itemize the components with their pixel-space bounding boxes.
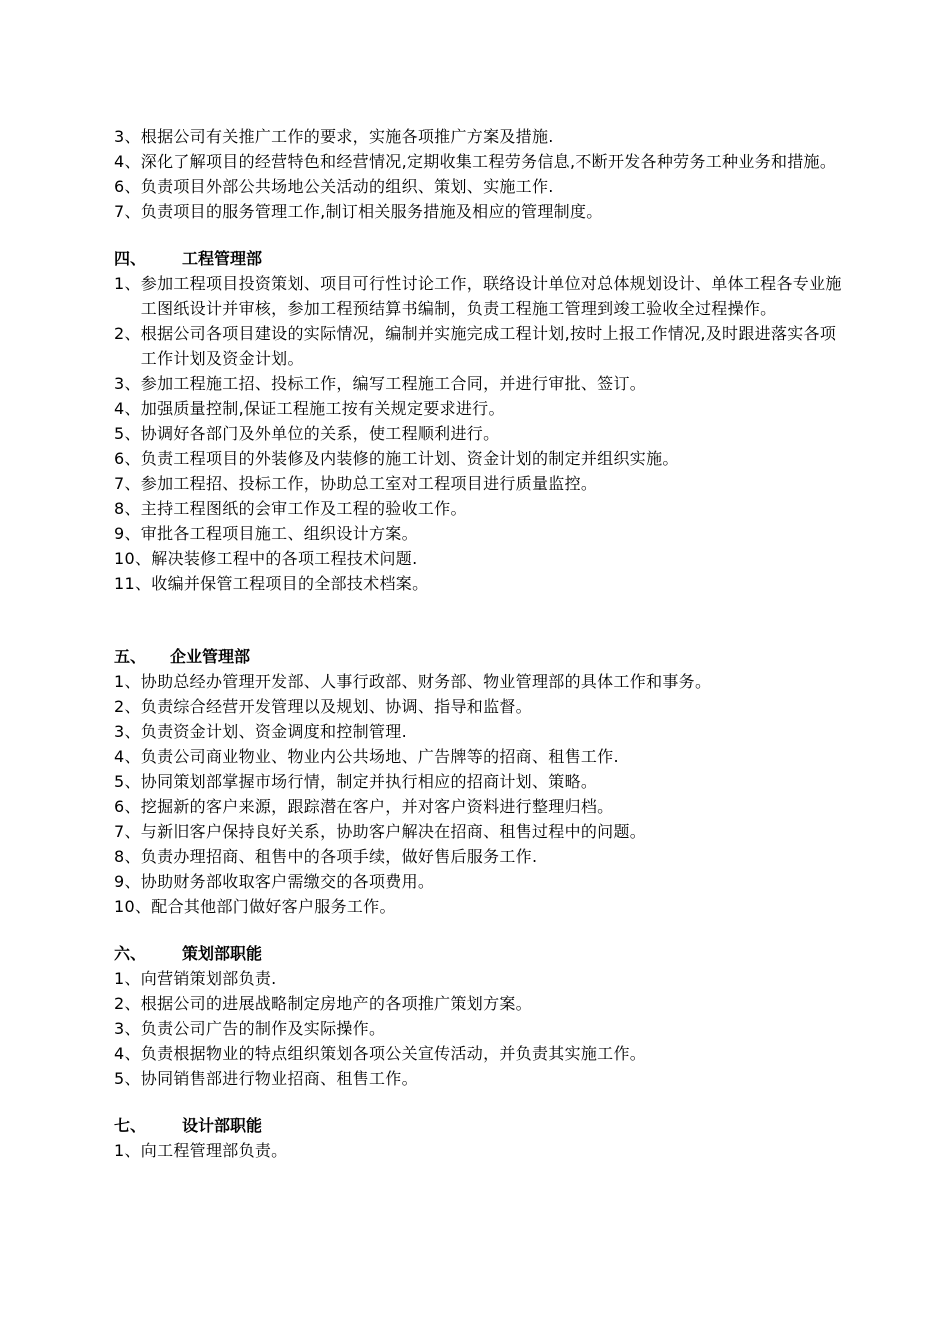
item-text: 参加工程招、投标工作，协助总工室对工程项目进行质量监控。 bbox=[140, 474, 598, 493]
item-text: 协同销售部进行物业招商、租售工作。 bbox=[140, 1069, 418, 1088]
item-number: 7、 bbox=[114, 202, 141, 221]
item-text: 负责项目外部公共场地公关活动的组织、策划、实施工作. bbox=[140, 177, 554, 196]
spacer bbox=[114, 919, 844, 941]
list-item bbox=[114, 1041, 844, 1066]
heading-number: 六、 bbox=[114, 944, 147, 963]
section-heading bbox=[114, 644, 844, 669]
item-number: 2、 bbox=[114, 697, 141, 716]
item-text: 协助财务部收取客户需缴交的各项费用。 bbox=[140, 872, 435, 891]
list-item bbox=[114, 769, 844, 794]
item-text: 负责办理招商、租售中的各项手续，做好售后服务工作. bbox=[140, 847, 538, 866]
item-number: 6、 bbox=[114, 449, 141, 468]
item-number: 4、 bbox=[114, 399, 141, 418]
heading-title: 企业管理部 bbox=[170, 647, 251, 666]
item-text: 负责资金计划、资金调度和控制管理. bbox=[140, 722, 407, 741]
item-number: 1、 bbox=[114, 969, 141, 988]
heading-title: 策划部职能 bbox=[182, 944, 263, 963]
list-item bbox=[114, 1138, 844, 1163]
item-number: 9、 bbox=[114, 524, 141, 543]
heading-number: 四、 bbox=[114, 249, 147, 268]
spacer bbox=[114, 224, 844, 246]
item-number: 4、 bbox=[114, 1044, 141, 1063]
item-number: 2、 bbox=[114, 324, 141, 343]
list-item bbox=[114, 669, 844, 694]
item-text: 向营销策划部负责. bbox=[140, 969, 277, 988]
list-item bbox=[114, 744, 844, 769]
list-item bbox=[114, 521, 844, 546]
item-number: 4、 bbox=[114, 152, 141, 171]
list-item bbox=[114, 396, 844, 421]
heading-title: 工程管理部 bbox=[182, 249, 263, 268]
list-item bbox=[114, 271, 844, 321]
item-number: 6、 bbox=[114, 177, 141, 196]
item-text: 解决装修工程中的各项工程技术问题. bbox=[151, 549, 418, 568]
list-item bbox=[114, 966, 844, 991]
section-continuation bbox=[114, 124, 844, 224]
list-item bbox=[114, 471, 844, 496]
item-number: 3、 bbox=[114, 127, 141, 146]
heading-number: 五、 bbox=[114, 647, 147, 666]
section-design bbox=[114, 1113, 844, 1163]
item-number: 10、 bbox=[114, 897, 152, 916]
item-text: 负责工程项目的外装修及内装修的施工计划、资金计划的制定并组织实施。 bbox=[140, 449, 679, 468]
item-text: 审批各工程项目施工、组织设计方案。 bbox=[140, 524, 418, 543]
item-text: 负责公司商业物业、物业内公共场地、广告牌等的招商、租售工作. bbox=[140, 747, 619, 766]
item-text: 协同策划部掌握市场行情，制定并执行相应的招商计划、策略。 bbox=[140, 772, 598, 791]
heading-title: 设计部职能 bbox=[182, 1116, 263, 1135]
list-item bbox=[114, 446, 844, 471]
item-text: 配合其他部门做好客户服务工作。 bbox=[151, 897, 396, 916]
item-text: 向工程管理部负责。 bbox=[140, 1141, 288, 1160]
spacer bbox=[114, 596, 844, 644]
list-item bbox=[114, 199, 844, 224]
item-number: 3、 bbox=[114, 374, 141, 393]
document-page bbox=[114, 124, 844, 1163]
item-number: 9、 bbox=[114, 872, 141, 891]
section-enterprise bbox=[114, 644, 844, 919]
item-number: 7、 bbox=[114, 474, 141, 493]
section-heading bbox=[114, 941, 844, 966]
item-number: 1、 bbox=[114, 274, 141, 293]
list-item bbox=[114, 421, 844, 446]
list-item bbox=[114, 321, 844, 371]
item-text: 深化了解项目的经营特色和经营情况,定期收集工程劳务信息,不断开发各种劳务工种业务和措施。 bbox=[140, 152, 837, 171]
item-number: 5、 bbox=[114, 1069, 141, 1088]
list-item bbox=[114, 174, 844, 199]
list-item bbox=[114, 546, 844, 571]
list-item bbox=[114, 496, 844, 521]
item-number: 1、 bbox=[114, 1141, 141, 1160]
item-number: 1、 bbox=[114, 672, 141, 691]
item-number: 3、 bbox=[114, 1019, 141, 1038]
list-item bbox=[114, 844, 844, 869]
item-number: 11、 bbox=[114, 574, 152, 593]
section-heading bbox=[114, 1113, 844, 1138]
item-number: 6、 bbox=[114, 797, 141, 816]
item-text: 参加工程施工招、投标工作，编写工程施工合同，并进行审批、签订。 bbox=[140, 374, 647, 393]
item-number: 2、 bbox=[114, 994, 141, 1013]
item-text: 收编并保管工程项目的全部技术档案。 bbox=[151, 574, 429, 593]
list-item bbox=[114, 149, 844, 174]
section-planning bbox=[114, 941, 844, 1091]
item-number: 7、 bbox=[114, 822, 141, 841]
item-number: 10、 bbox=[114, 549, 152, 568]
item-text: 加强质量控制,保证工程施工按有关规定要求进行。 bbox=[140, 399, 505, 418]
item-number: 8、 bbox=[114, 499, 141, 518]
list-item bbox=[114, 1066, 844, 1091]
item-text: 与新旧客户保持良好关系，协助客户解决在招商、租售过程中的问题。 bbox=[140, 822, 647, 841]
list-item bbox=[114, 719, 844, 744]
list-item bbox=[114, 571, 844, 596]
list-item bbox=[114, 869, 844, 894]
item-text: 协调好各部门及外单位的关系，使工程顺利进行。 bbox=[140, 424, 500, 443]
spacer bbox=[114, 1091, 844, 1113]
item-text: 参加工程项目投资策划、项目可行性讨论工作，联络设计单位对总体规划设计、单体工程各专业施工图纸设计并审核，参加工程预结算书编制，负责工程施工管理到竣工验收全过程操作。 bbox=[140, 274, 842, 318]
item-number: 8、 bbox=[114, 847, 141, 866]
list-item bbox=[114, 794, 844, 819]
list-item bbox=[114, 991, 844, 1016]
item-number: 5、 bbox=[114, 424, 141, 443]
list-item bbox=[114, 894, 844, 919]
item-number: 4、 bbox=[114, 747, 141, 766]
list-item bbox=[114, 694, 844, 719]
item-text: 负责项目的服务管理工作,制订相关服务措施及相应的管理制度。 bbox=[140, 202, 603, 221]
item-text: 协助总经办管理开发部、人事行政部、财务部、物业管理部的具体工作和事务。 bbox=[140, 672, 712, 691]
item-text: 主持工程图纸的会审工作及工程的验收工作。 bbox=[140, 499, 467, 518]
section-heading bbox=[114, 246, 844, 271]
item-number: 3、 bbox=[114, 722, 141, 741]
item-text: 负责综合经营开发管理以及规划、协调、指导和监督。 bbox=[140, 697, 532, 716]
list-item bbox=[114, 819, 844, 844]
list-item bbox=[114, 1016, 844, 1041]
item-text: 根据公司有关推广工作的要求，实施各项推广方案及措施. bbox=[140, 127, 554, 146]
item-text: 根据公司的进展战略制定房地产的各项推广策划方案。 bbox=[140, 994, 532, 1013]
item-text: 负责根据物业的特点组织策划各项公关宣传活动，并负责其实施工作。 bbox=[140, 1044, 647, 1063]
list-item bbox=[114, 371, 844, 396]
heading-number: 七、 bbox=[114, 1116, 147, 1135]
list-item bbox=[114, 124, 844, 149]
item-text: 负责公司广告的制作及实际操作。 bbox=[140, 1019, 386, 1038]
item-text: 根据公司各项目建设的实际情况，编制并实施完成工程计划,按时上报工作情况,及时跟进落实各项工作计划及资金计划。 bbox=[140, 324, 837, 368]
section-engineering bbox=[114, 246, 844, 596]
item-text: 挖掘新的客户来源，跟踪潜在客户，并对客户资料进行整理归档。 bbox=[140, 797, 614, 816]
item-number: 5、 bbox=[114, 772, 141, 791]
